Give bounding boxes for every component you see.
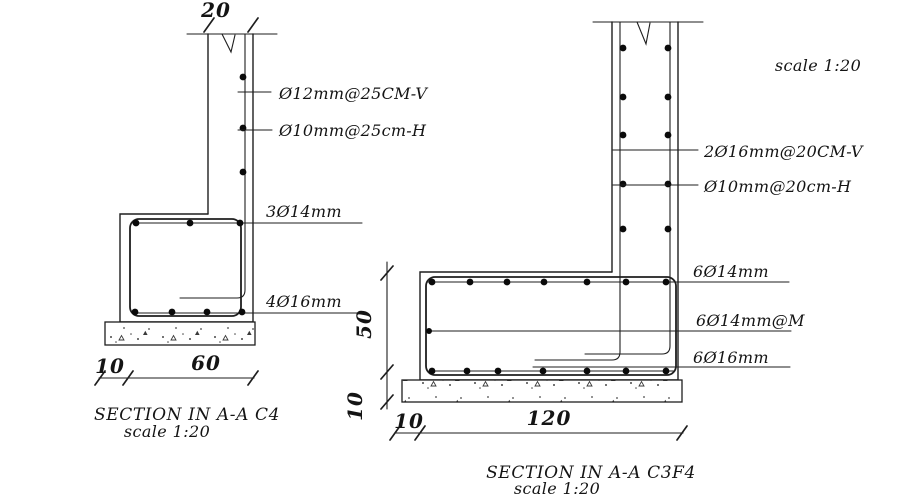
rebar-dot: [187, 220, 194, 227]
section-scale: scale 1:20: [123, 422, 211, 441]
annotation-horizontal-bars: Ø10mm@25cm-H: [279, 121, 427, 140]
section-scale: scale 1:20: [513, 479, 601, 498]
lean-concrete-layer: [105, 322, 255, 345]
lean-concrete-layer: [402, 380, 682, 402]
dimension-label-lean-offset: 10: [95, 354, 125, 378]
rebar-dot: [240, 74, 247, 81]
dimension-label-footing-width: 60: [191, 351, 221, 375]
section-title: SECTION IN A-A C3F4: [486, 463, 696, 483]
annotation-vertical-bars: 2Ø16mm@20CM-V: [704, 142, 863, 161]
rebar-dot: [169, 309, 176, 316]
corner-scale-note: scale 1:20: [774, 56, 862, 75]
dimension-label-wall-thickness: 20: [201, 0, 231, 22]
dimension-label-lean-offset: 10: [394, 409, 424, 433]
rebar-dot: [132, 309, 139, 316]
annotation-horizontal-bars: Ø10mm@20cm-H: [704, 177, 852, 196]
annotation-footing-top-bars: 6Ø14mm: [693, 262, 769, 281]
annotation-footing-bottom-bars: 6Ø16mm: [693, 348, 769, 367]
section-title: SECTION IN A-A C4: [93, 405, 281, 425]
dimension-label-footing-height: 50: [352, 309, 376, 339]
annotation-footing-top-bars: 3Ø14mm: [266, 202, 342, 221]
annotation-footing-bottom-bars: 4Ø16mm: [266, 292, 342, 311]
rebar-dot: [426, 328, 432, 334]
rebar-dot: [204, 309, 211, 316]
annotation-footing-middle-bars: 6Ø14mm@M: [696, 311, 805, 330]
rebar-dot: [240, 169, 247, 176]
annotation-vertical-bars: Ø12mm@25CM-V: [279, 84, 428, 103]
dimension-label-footing-width: 120: [526, 406, 572, 430]
rebar-dot: [133, 220, 140, 227]
dimension-label-lean-height: 10: [343, 391, 367, 421]
rebar-dot: [239, 309, 246, 316]
rebar-dot: [237, 220, 244, 227]
